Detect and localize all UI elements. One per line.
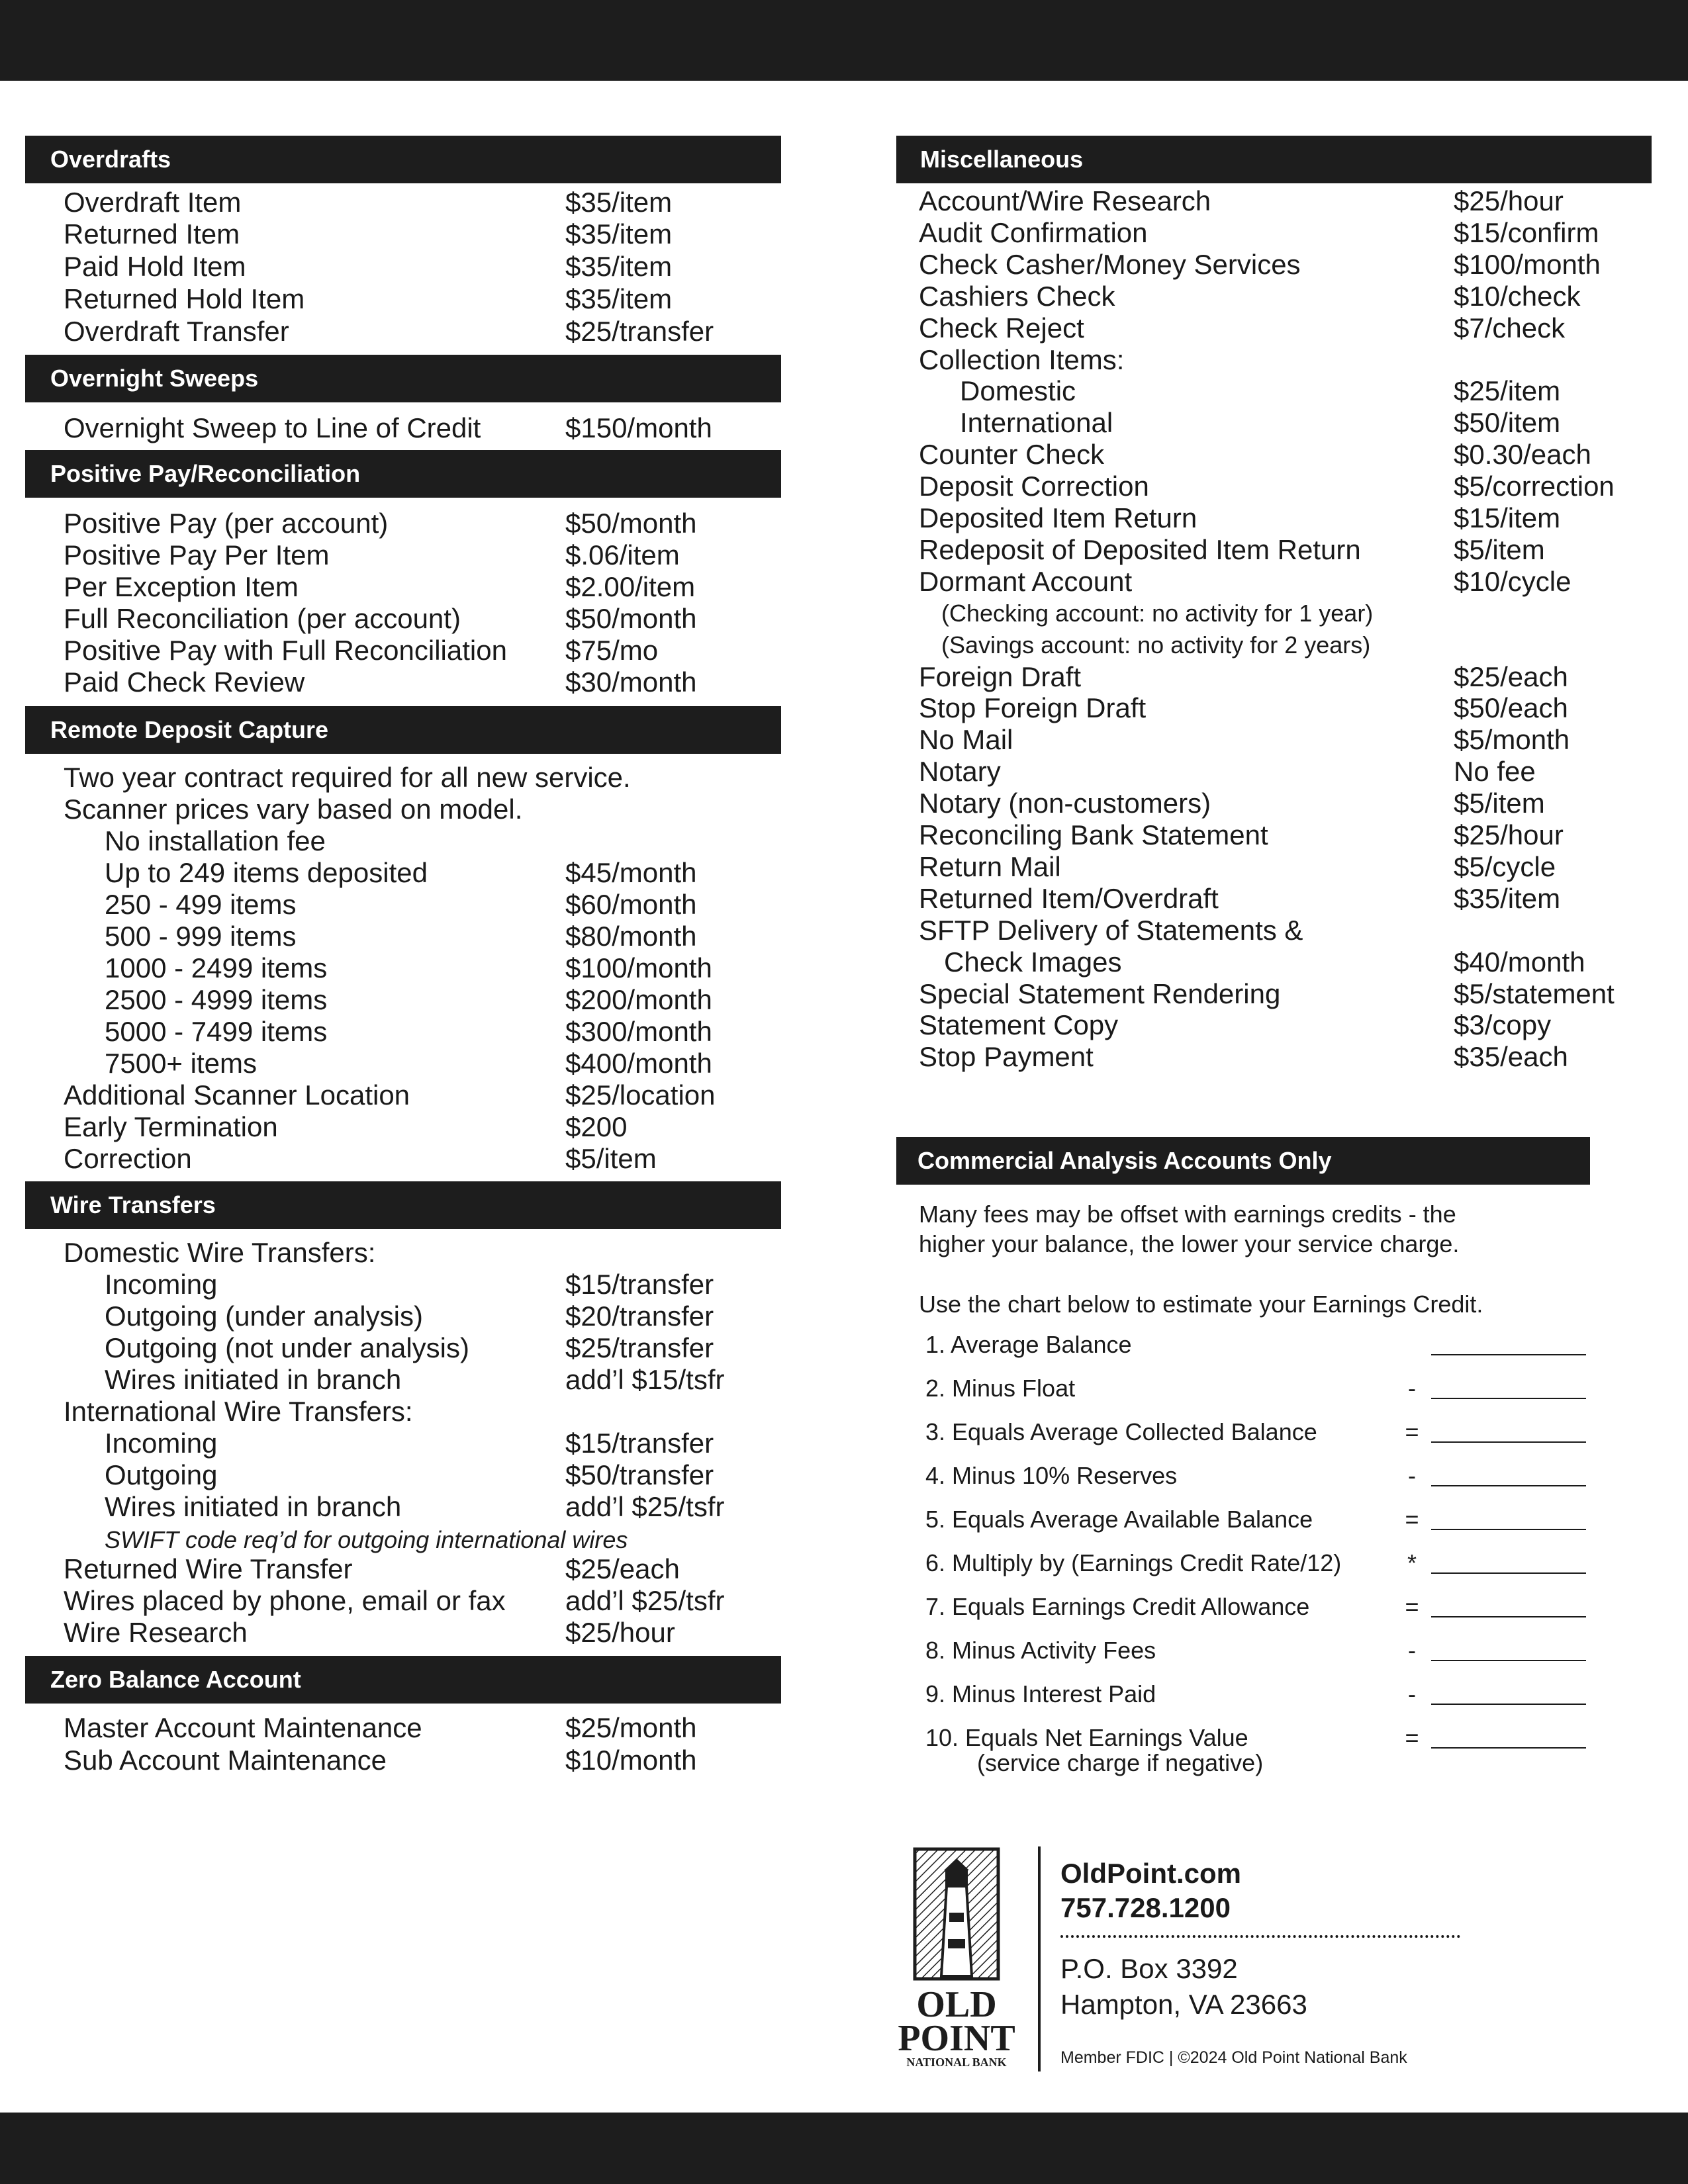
earnings-calc-row: 5. Equals Average Available Balance = bbox=[925, 1505, 1313, 1534]
section-header-rdc: Remote Deposit Capture bbox=[25, 706, 781, 754]
section-header-commercial: Commercial Analysis Accounts Only bbox=[896, 1137, 1590, 1185]
top-bar bbox=[0, 0, 1688, 81]
calc-blank-line bbox=[1431, 1529, 1586, 1530]
section-header-positive-pay: Positive Pay/Reconciliation bbox=[25, 450, 781, 498]
old-point-logo bbox=[894, 1846, 1026, 2071]
website-link[interactable]: OldPoint.com bbox=[1060, 1858, 1241, 1889]
calc-operator: = bbox=[1405, 1506, 1419, 1533]
address-line: Hampton, VA 23663 bbox=[1060, 1989, 1307, 2020]
calc-operator: - bbox=[1408, 1680, 1416, 1707]
phone-number: 757.728.1200 bbox=[1060, 1892, 1231, 1923]
calc-blank-line bbox=[1431, 1398, 1586, 1399]
address-line: P.O. Box 3392 bbox=[1060, 1953, 1238, 1984]
earnings-calc-row: 3. Equals Average Collected Balance = bbox=[925, 1418, 1317, 1447]
calc-operator: = bbox=[1405, 1724, 1419, 1751]
calc-operator: - bbox=[1408, 1375, 1416, 1402]
calc-subnote: (service charge if negative) bbox=[977, 1749, 1264, 1776]
fine-print: Member FDIC | ©2024 Old Point National Bank bbox=[1060, 2048, 1407, 2067]
calc-blank-line bbox=[1431, 1616, 1586, 1617]
calc-operator: - bbox=[1408, 1637, 1416, 1664]
dotted-divider bbox=[1060, 1935, 1460, 1938]
earnings-calc-row: 6. Multiply by (Earnings Credit Rate/12) * bbox=[925, 1549, 1341, 1578]
logo-text: NATIONAL BANK bbox=[906, 2056, 1007, 2069]
earnings-calc-row: 10. Equals Net Earnings Value = (service charge if negative) bbox=[925, 1723, 1248, 1752]
earnings-calc-row: 1. Average Balance bbox=[925, 1330, 1132, 1359]
calc-operator: = bbox=[1405, 1418, 1419, 1445]
earnings-calc-row: 7. Equals Earnings Credit Allowance = bbox=[925, 1592, 1309, 1621]
bottom-bar bbox=[0, 2113, 1688, 2184]
commercial-intro: Use the chart below to estimate your Earnings Credit. bbox=[919, 1291, 1483, 1318]
calc-blank-line bbox=[1431, 1704, 1586, 1705]
earnings-calc-row: 8. Minus Activity Fees - bbox=[925, 1636, 1156, 1665]
calc-blank-line bbox=[1431, 1441, 1586, 1443]
calc-blank-line bbox=[1431, 1354, 1586, 1355]
section-header-wires: Wire Transfers bbox=[25, 1181, 781, 1229]
logo-text: POINT bbox=[898, 2018, 1015, 2059]
calc-operator: = bbox=[1405, 1593, 1419, 1620]
logo-text: OLD bbox=[916, 1984, 997, 2025]
calc-blank-line bbox=[1431, 1572, 1586, 1574]
commercial-intro: Many fees may be offset with earnings credits - the bbox=[919, 1201, 1456, 1228]
calc-operator: * bbox=[1407, 1549, 1417, 1576]
section-header-overdrafts: Overdrafts bbox=[25, 136, 781, 183]
earnings-calc-row: 9. Minus Interest Paid - bbox=[925, 1680, 1156, 1709]
earnings-calc-row: 2. Minus Float - bbox=[925, 1374, 1075, 1403]
commercial-intro: higher your balance, the lower your service charge. bbox=[919, 1230, 1460, 1257]
calc-blank-line bbox=[1431, 1485, 1586, 1486]
lighthouse-icon bbox=[894, 1846, 1026, 2071]
footer-divider bbox=[1038, 1846, 1041, 2071]
section-header-zba: Zero Balance Account bbox=[25, 1656, 781, 1704]
section-header-misc: Miscellaneous bbox=[896, 136, 1652, 183]
earnings-calc-row: 4. Minus 10% Reserves - bbox=[925, 1461, 1177, 1490]
section-header-sweeps: Overnight Sweeps bbox=[25, 355, 781, 402]
calc-blank-line bbox=[1431, 1747, 1586, 1749]
calc-operator: - bbox=[1408, 1462, 1416, 1489]
calc-blank-line bbox=[1431, 1660, 1586, 1661]
